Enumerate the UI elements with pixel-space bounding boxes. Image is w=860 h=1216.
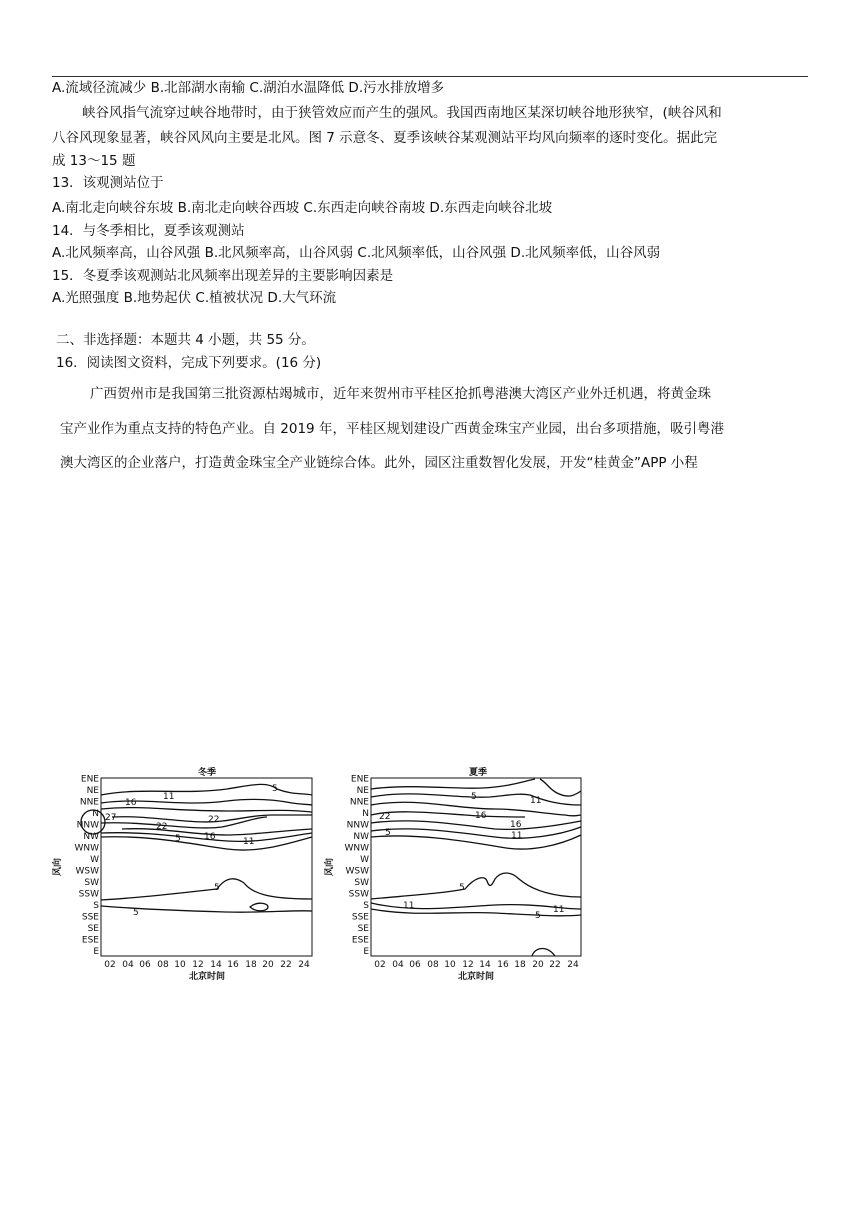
y-tick: NNW	[76, 820, 99, 831]
x-tick: 20	[262, 960, 274, 970]
contour-label: 16	[475, 811, 487, 821]
q16-stem: 16．阅读图文资料，完成下列要求。(16 分)	[56, 355, 322, 371]
intro-line-2: 八谷风现象显著，峡谷风风向主要是北风。图 7 示意冬、夏季该峡谷某观测站平均风向频率的逐时变化。据此完	[52, 130, 718, 146]
contour-line	[101, 784, 312, 795]
q13-stem: 13．该观测站位于	[52, 175, 164, 191]
contour-label: 11	[243, 837, 255, 847]
y-tick: ESE	[81, 935, 99, 946]
y-tick: WSW	[75, 866, 99, 877]
contour-label: 5	[272, 784, 278, 794]
y-tick: E	[363, 947, 369, 957]
contour-label: 5	[133, 908, 139, 918]
x-tick: 02	[104, 960, 116, 970]
summer-xlabel: 北京时间	[457, 972, 495, 982]
y-tick: SW	[84, 878, 99, 888]
x-tick: 10	[174, 960, 186, 970]
y-tick: WSW	[345, 866, 369, 877]
q12-options: A.流域径流减少 B.北部湖水南输 C.湖泊水温降低 D.污水排放增多	[52, 80, 445, 96]
y-tick: NE	[86, 786, 99, 796]
q15-stem: 15．冬夏季该观测站北风频率出现差异的主要影响因素是	[52, 268, 394, 284]
summer-y-ticks	[344, 775, 369, 958]
x-tick: 06	[409, 960, 421, 970]
x-tick: 14	[479, 960, 491, 970]
contour-label: 11	[511, 831, 523, 841]
y-tick: S	[363, 901, 369, 911]
y-tick: SSW	[78, 889, 99, 900]
q16-para-line-1: 广西贺州市是我国第三批资源枯竭城市，近年来贺州市平桂区抢抓粤港澳大湾区产业外迁机遇，将黄金珠	[90, 386, 711, 402]
y-tick: SSE	[351, 912, 369, 923]
contour-label: 11	[403, 901, 415, 911]
contour-line	[101, 808, 312, 812]
contour-line	[540, 779, 581, 796]
contour-label: 16	[204, 832, 216, 842]
y-tick: SE	[357, 924, 369, 934]
y-tick: NNE	[79, 797, 99, 808]
contour-label: 5	[385, 828, 391, 838]
contour-line	[371, 873, 581, 899]
contour-label: 5	[459, 883, 465, 893]
contour-label: 5	[535, 911, 541, 921]
y-tick: SW	[354, 878, 369, 888]
y-tick: NW	[83, 832, 99, 842]
winter-ylabel: 风向	[53, 857, 63, 877]
contour-label: 16	[510, 820, 522, 830]
q15-options: A.光照强度 B.地势起伏 C.植被状况 D.大气环流	[52, 290, 337, 306]
contour-label: 5	[471, 792, 477, 802]
x-tick: 20	[532, 960, 544, 970]
contour-label: 11	[553, 905, 565, 915]
x-tick: 22	[280, 960, 292, 970]
x-tick: 04	[392, 960, 404, 970]
contour-line	[371, 835, 581, 849]
y-tick: WNW	[74, 843, 99, 854]
contour-line	[101, 879, 312, 900]
contour-label: 27	[105, 813, 117, 823]
x-tick: 24	[298, 960, 310, 970]
contour-line	[250, 903, 268, 911]
top-rule	[52, 76, 808, 77]
contour-line	[371, 779, 535, 789]
winter-xlabel: 北京时间	[188, 972, 226, 982]
summer-chart	[325, 765, 595, 990]
x-tick: 12	[462, 960, 474, 970]
y-tick: SSE	[81, 912, 99, 923]
contour-line	[371, 821, 581, 830]
contour-label: 22	[156, 822, 168, 832]
y-tick: NNE	[349, 797, 369, 808]
x-tick: 16	[227, 960, 239, 970]
winter-contours	[78, 784, 312, 912]
y-tick: W	[360, 855, 369, 865]
x-tick: 04	[122, 960, 134, 970]
y-tick: SSW	[348, 889, 369, 900]
y-tick: E	[93, 947, 99, 957]
x-tick: 18	[245, 960, 257, 970]
y-tick: NNW	[346, 820, 369, 831]
y-tick: WNW	[344, 843, 369, 854]
contour-label: 5	[214, 883, 220, 893]
summer-ylabel: 风向	[325, 857, 335, 877]
x-tick: 08	[427, 960, 439, 970]
contour-line	[532, 948, 555, 956]
y-tick: S	[93, 901, 99, 911]
q14-options: A.北风频率高，山谷风强 B.北风频率高，山谷风弱 C.北风频率低，山谷风强 D.北风频率低，山谷风弱	[52, 245, 661, 261]
y-tick: NE	[356, 786, 369, 796]
section2-heading: 二、非选择题：本题共 4 小题，共 55 分。	[56, 332, 315, 348]
y-tick: ENE	[350, 774, 369, 785]
y-tick: ESE	[351, 935, 369, 946]
contour-label: 22	[379, 812, 391, 822]
x-tick: 14	[210, 960, 222, 970]
y-tick: SE	[87, 924, 99, 934]
y-tick: W	[90, 855, 99, 865]
contour-label: 11	[530, 796, 542, 806]
contour-label: 22	[208, 815, 220, 825]
y-tick: N	[92, 809, 99, 819]
q16-para-line-2: 宝产业作为重点支持的特色产业。自 2019 年，平桂区规划建设广西黄金珠宝产业园，出台多项措施，吸引粤港	[60, 421, 724, 437]
winter-y-ticks	[74, 775, 99, 958]
x-tick: 10	[444, 960, 456, 970]
summer-plot-frame	[371, 778, 581, 956]
summer-contours	[371, 779, 581, 956]
contour-line	[371, 812, 525, 817]
x-tick: 06	[139, 960, 151, 970]
winter-x-ticks	[104, 960, 310, 970]
summer-chart-title: 夏季	[468, 768, 488, 778]
y-tick: N	[362, 809, 369, 819]
x-tick: 18	[514, 960, 526, 970]
contour-label: 5	[175, 834, 181, 844]
q13-options: A.南北走向峡谷东坡 B.南北走向峡谷西坡 C.东西走向峡谷南坡 D.东西走向峡谷北坡	[52, 200, 553, 216]
contour-label: 16	[125, 798, 137, 808]
q16-para-line-3: 澳大湾区的企业落户，打造黄金珠宝全产业链综合体。此外，园区注重数智化发展，开发“桂黄金”APP 小程	[60, 455, 698, 471]
x-tick: 22	[549, 960, 561, 970]
q14-stem: 14．与冬季相比，夏季该观测站	[52, 223, 245, 239]
x-tick: 02	[374, 960, 386, 970]
x-tick: 12	[192, 960, 204, 970]
winter-chart	[52, 765, 322, 990]
y-tick: NW	[353, 832, 369, 842]
y-tick: ENE	[80, 774, 99, 785]
x-tick: 08	[157, 960, 169, 970]
contour-label: 11	[163, 792, 175, 802]
x-tick: 24	[567, 960, 579, 970]
x-tick: 16	[497, 960, 509, 970]
intro-line-1: 峡谷风指气流穿过峡谷地带时，由于狭管效应而产生的强风。我国西南地区某深切峡谷地形狭窄，(峡谷风和	[82, 105, 722, 121]
intro-line-3: 成 13～15 题	[52, 153, 136, 169]
winter-chart-title: 冬季	[197, 768, 217, 778]
summer-x-ticks	[374, 960, 579, 970]
